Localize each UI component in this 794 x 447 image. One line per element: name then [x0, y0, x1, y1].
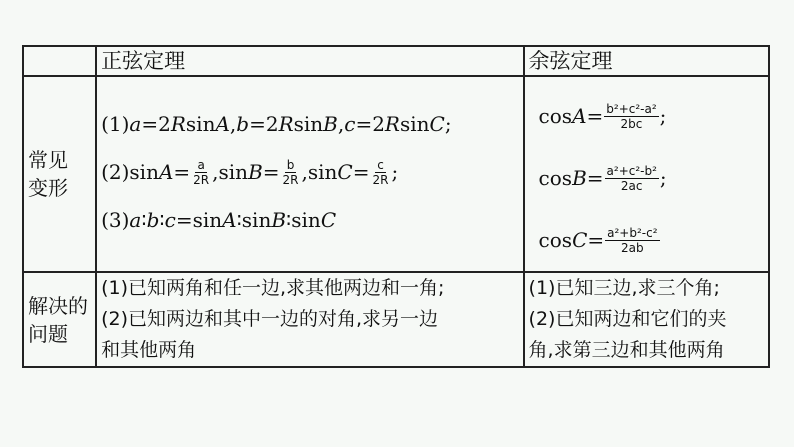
numerator: a²+b²-c² — [607, 225, 658, 240]
cosine-form-A — [539, 85, 764, 147]
text: ∶ — [236, 208, 242, 232]
denominator: 2R — [193, 172, 210, 187]
numerator: c — [377, 157, 384, 172]
text: = — [352, 160, 370, 184]
var: C — [337, 160, 353, 184]
var: b — [236, 112, 250, 136]
var: R — [170, 112, 186, 136]
text: = — [173, 160, 191, 184]
text: sin — [241, 208, 272, 232]
sine-form-1 — [101, 107, 518, 141]
var: R — [278, 112, 294, 136]
row-label-problems — [23, 272, 96, 367]
fraction — [281, 158, 301, 187]
var: A — [158, 160, 174, 184]
text: =2 — [141, 112, 171, 136]
header-sine-law: 正弦定理 — [96, 46, 523, 76]
table-row-common-forms — [23, 76, 769, 272]
row-label-line: 问题 — [28, 321, 68, 346]
denominator: 2R — [372, 172, 389, 187]
denominator: 2bc — [620, 116, 643, 131]
text: ; — [444, 112, 452, 136]
text: , — [337, 112, 345, 136]
var: B — [248, 160, 263, 184]
table-row-problems — [23, 272, 769, 367]
var: B — [572, 166, 587, 190]
var: a — [129, 112, 142, 136]
sine-problems-cell — [96, 272, 523, 367]
text: (3) — [101, 208, 130, 232]
text: sin — [293, 112, 324, 136]
row-label-line: 常见 — [28, 148, 68, 172]
numerator: b — [286, 157, 295, 172]
header-empty-cell — [23, 46, 96, 76]
cosine-problem-1: (1)已知三边,求三个角; — [528, 277, 720, 299]
var: B — [323, 112, 338, 136]
table-header-row — [23, 46, 769, 76]
denominator: 2R — [282, 172, 299, 187]
var: a — [129, 208, 142, 232]
text: ∶ — [159, 208, 165, 232]
text: ; — [391, 160, 399, 184]
row-label-common-forms — [23, 76, 96, 272]
cosine-forms-cell — [524, 76, 769, 272]
text: =2 — [355, 112, 385, 136]
text: = — [586, 104, 604, 128]
fraction — [605, 164, 659, 193]
text: ,sin — [301, 160, 338, 184]
row-label-line: 变形 — [28, 176, 68, 200]
fraction — [605, 226, 659, 255]
cosine-problems-cell — [524, 272, 769, 367]
sine-problem-2: (2)已知两边和其中一边的对角,求另一边 — [101, 308, 439, 330]
text: = — [586, 166, 604, 190]
fraction — [371, 158, 391, 187]
var: R — [384, 112, 400, 136]
cosine-problem-2-cont: 角,求第三边和其他两角 — [528, 339, 725, 361]
text: =sin — [175, 208, 223, 232]
var: c — [164, 208, 176, 232]
comparison-table — [22, 45, 770, 368]
var: c — [344, 112, 356, 136]
text: sin — [291, 208, 321, 232]
text: sin — [185, 112, 216, 136]
var: B — [271, 208, 287, 232]
sine-problem-1: (1)已知两角和任一边,求其他两边和一角; — [101, 277, 445, 299]
fraction — [604, 102, 658, 131]
text: ; — [659, 166, 667, 190]
cosine-form-C — [539, 209, 764, 271]
text: sin — [399, 112, 430, 136]
var: A — [572, 104, 587, 128]
text: cos — [538, 228, 573, 252]
var: A — [215, 112, 230, 136]
text: cos — [538, 104, 573, 128]
numerator: a²+c²-b² — [606, 163, 657, 178]
denominator: 2ac — [620, 178, 643, 193]
sine-forms-cell — [96, 76, 523, 272]
text: (1) — [101, 112, 130, 136]
text: =2 — [249, 112, 279, 136]
text: ,sin — [212, 160, 249, 184]
text: = — [587, 228, 605, 252]
row-label-line: 解决的 — [28, 293, 88, 318]
fraction — [191, 158, 211, 187]
sine-form-3 — [101, 203, 518, 237]
sine-problem-2-cont: 和其他两角 — [101, 339, 197, 361]
numerator: a — [197, 157, 205, 172]
text: = — [262, 160, 280, 184]
var: C — [429, 112, 445, 136]
text: ∶ — [286, 208, 292, 232]
numerator: b²+c²-a² — [606, 101, 657, 116]
text: ∶ — [141, 208, 147, 232]
var: C — [320, 208, 337, 232]
cosine-problem-2: (2)已知两边和它们的夹 — [528, 308, 727, 330]
text: cos — [538, 166, 573, 190]
text: ; — [659, 104, 667, 128]
var: A — [222, 208, 237, 232]
denominator: 2ab — [621, 240, 644, 255]
text: (2)sin — [101, 160, 159, 184]
text: , — [229, 112, 237, 136]
var: C — [572, 228, 588, 252]
header-cosine-law: 余弦定理 — [524, 46, 769, 76]
var: b — [146, 208, 160, 232]
sine-form-2 — [101, 155, 518, 189]
cosine-form-B — [539, 147, 764, 209]
